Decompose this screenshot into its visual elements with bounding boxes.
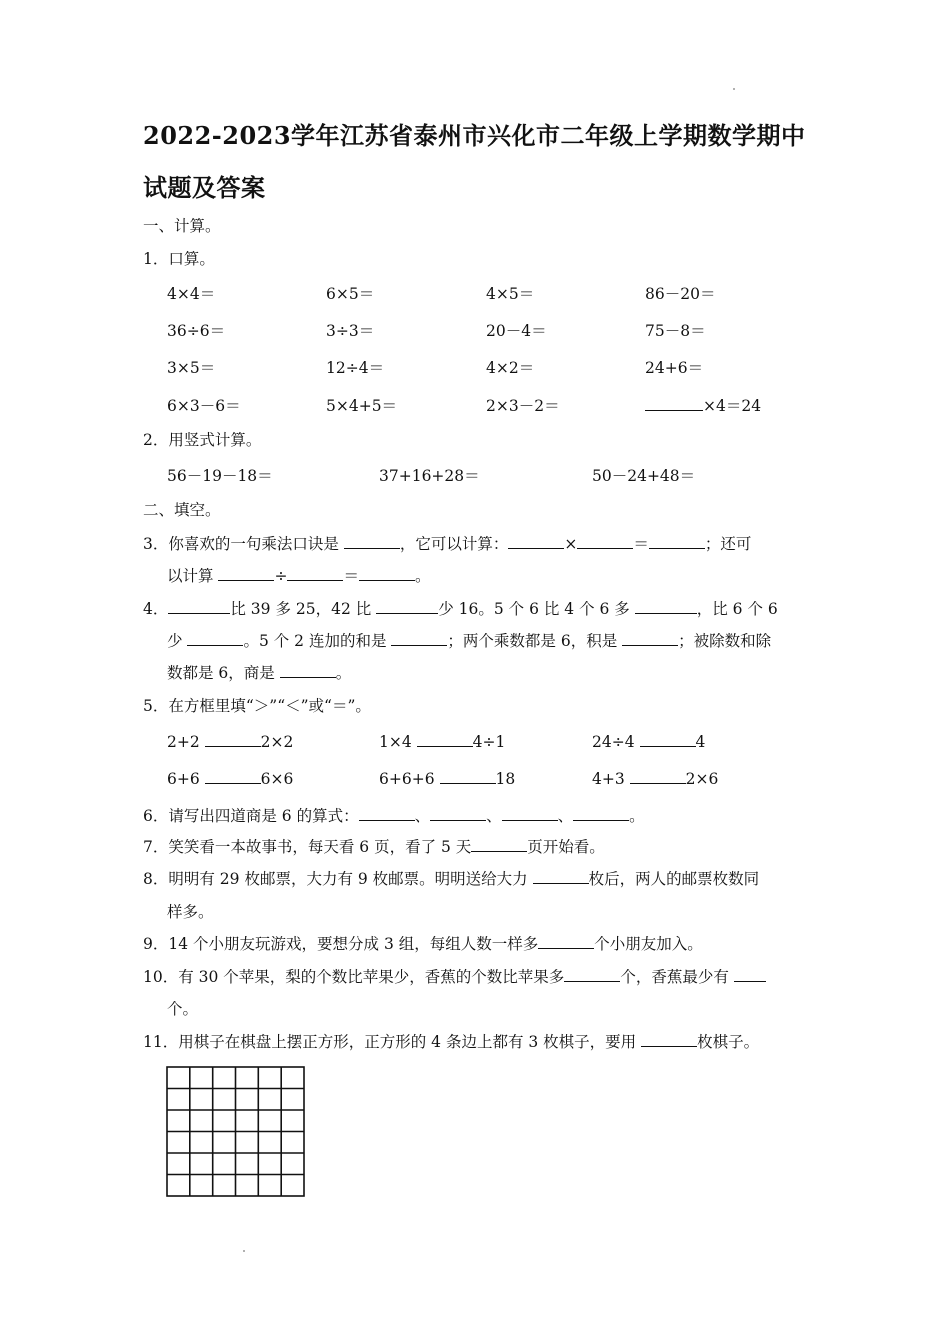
answer-blank[interactable] — [287, 566, 343, 581]
answer-blank[interactable] — [502, 806, 558, 821]
speck — [733, 88, 735, 90]
q4-line1: 4． 比 39 多 25，42 比 少 16。5 个 6 比 4 个 6 多 ，比 6 个 6 — [143, 600, 778, 618]
compare-item: 4+3 2×6 — [592, 770, 719, 788]
compare-item: 6+6+6 18 — [379, 770, 516, 788]
speck — [243, 1250, 245, 1252]
doc-title-line1: 2022-2023学年江苏省泰州市兴化市二年级上学期数学期中 — [143, 121, 806, 150]
oral-calc-item-blank: ×4＝24 — [645, 396, 761, 416]
q3-line2: 以计算 ÷ ＝ 。 — [167, 567, 431, 585]
answer-blank[interactable] — [533, 869, 589, 884]
answer-blank[interactable] — [376, 599, 438, 614]
answer-blank[interactable] — [205, 732, 261, 747]
q7-line: 7．笑笑看一本故事书，每天看 6 页，看了 5 天 页开始看。 — [143, 838, 605, 856]
answer-blank[interactable] — [645, 396, 703, 411]
answer-blank[interactable] — [635, 599, 697, 614]
oral-calc-item: 24+6＝ — [645, 359, 704, 377]
answer-blank[interactable] — [573, 806, 629, 821]
q9-line: 9．14 个小朋友玩游戏，要想分成 3 组，每组人数一样多 个小朋友加入。 — [143, 935, 703, 953]
answer-blank[interactable] — [168, 599, 230, 614]
answer-blank[interactable] — [417, 732, 473, 747]
answer-blank[interactable] — [430, 806, 486, 821]
section1-heading: 一、计算。 — [143, 217, 221, 235]
q4-line2: 少 。5 个 2 连加的和是 ；两个乘数都是 6，积是 ；被除数和除 — [167, 632, 772, 650]
answer-blank[interactable] — [359, 566, 415, 581]
answer-blank[interactable] — [734, 967, 766, 982]
answer-blank[interactable] — [640, 732, 696, 747]
oral-calc-item: 3×5＝ — [167, 359, 216, 377]
q10-line1: 10．有 30 个苹果，梨的个数比苹果少，香蕉的个数比苹果多 个，香蕉最少有 — [143, 967, 766, 987]
q6-line: 6．请写出四道商是 6 的算式： 、 、 、 。 — [143, 807, 645, 825]
vertical-calc-item: 37+16+28＝ — [379, 467, 480, 485]
oral-calc-item: 6×5＝ — [326, 285, 375, 303]
q1-label: 1．口算。 — [143, 250, 215, 268]
q5-label: 5．在方框里填“＞”“＜”或“＝”。 — [143, 697, 371, 715]
answer-blank[interactable] — [471, 837, 527, 852]
oral-calc-item: 5×4+5＝ — [326, 397, 398, 415]
answer-blank[interactable] — [577, 534, 633, 549]
q8-line1: 8．明明有 29 枚邮票，大力有 9 枚邮票。明明送给大力 枚后，两人的邮票枚数同 — [143, 870, 760, 888]
q2-label: 2．用竖式计算。 — [143, 431, 262, 449]
answer-blank[interactable] — [538, 934, 594, 949]
answer-blank[interactable] — [218, 566, 274, 581]
doc-title-line2: 试题及答案 — [143, 173, 266, 202]
q3-line1: 3．你喜欢的一句乘法口诀是 ，它可以计算： × ＝ ；还可 — [143, 535, 752, 553]
oral-calc-item: 2×3－2＝ — [486, 397, 560, 415]
q4-line3: 数都是 6，商是 。 — [167, 664, 352, 682]
answer-blank[interactable] — [359, 806, 415, 821]
vertical-calc-item: 56－19－18＝ — [167, 467, 273, 485]
answer-blank[interactable] — [641, 1032, 697, 1047]
compare-item: 6+6 6×6 — [167, 770, 294, 788]
answer-blank[interactable] — [280, 663, 336, 678]
answer-blank[interactable] — [508, 534, 564, 549]
answer-blank[interactable] — [187, 631, 243, 646]
answer-blank[interactable] — [649, 534, 705, 549]
oral-calc-item: 3÷3＝ — [326, 322, 375, 340]
oral-calc-item: 36÷6＝ — [167, 322, 226, 340]
compare-item: 2+2 2×2 — [167, 733, 294, 751]
oral-calc-item: 75－8＝ — [645, 322, 706, 340]
q10-line2: 个。 — [167, 1000, 199, 1018]
oral-calc-item: 4×4＝ — [167, 285, 216, 303]
q11-line: 11．用棋子在棋盘上摆正方形，正方形的 4 条边上都有 3 枚棋子，要用 枚棋子。 — [143, 1033, 760, 1051]
oral-calc-item: 86－20＝ — [645, 285, 716, 303]
oral-calc-item: 12÷4＝ — [326, 359, 385, 377]
q8-line2: 样多。 — [167, 903, 214, 921]
compare-item: 24÷4 4 — [592, 733, 706, 751]
oral-calc-item: 4×5＝ — [486, 285, 535, 303]
answer-blank[interactable] — [440, 769, 496, 784]
oral-calc-item: 6×3－6＝ — [167, 397, 241, 415]
section2-heading: 二、填空。 — [143, 501, 221, 519]
compare-item: 1×4 4÷1 — [379, 733, 506, 751]
answer-blank[interactable] — [622, 631, 678, 646]
oral-calc-item: 20－4＝ — [486, 322, 547, 340]
vertical-calc-item: 50－24+48＝ — [592, 467, 696, 485]
answer-blank[interactable] — [564, 967, 620, 982]
chessboard-grid-figure — [164, 1064, 308, 1200]
oral-calc-item: 4×2＝ — [486, 359, 535, 377]
answer-blank[interactable] — [391, 631, 447, 646]
answer-blank[interactable] — [630, 769, 686, 784]
answer-blank[interactable] — [344, 534, 400, 549]
answer-blank[interactable] — [205, 769, 261, 784]
